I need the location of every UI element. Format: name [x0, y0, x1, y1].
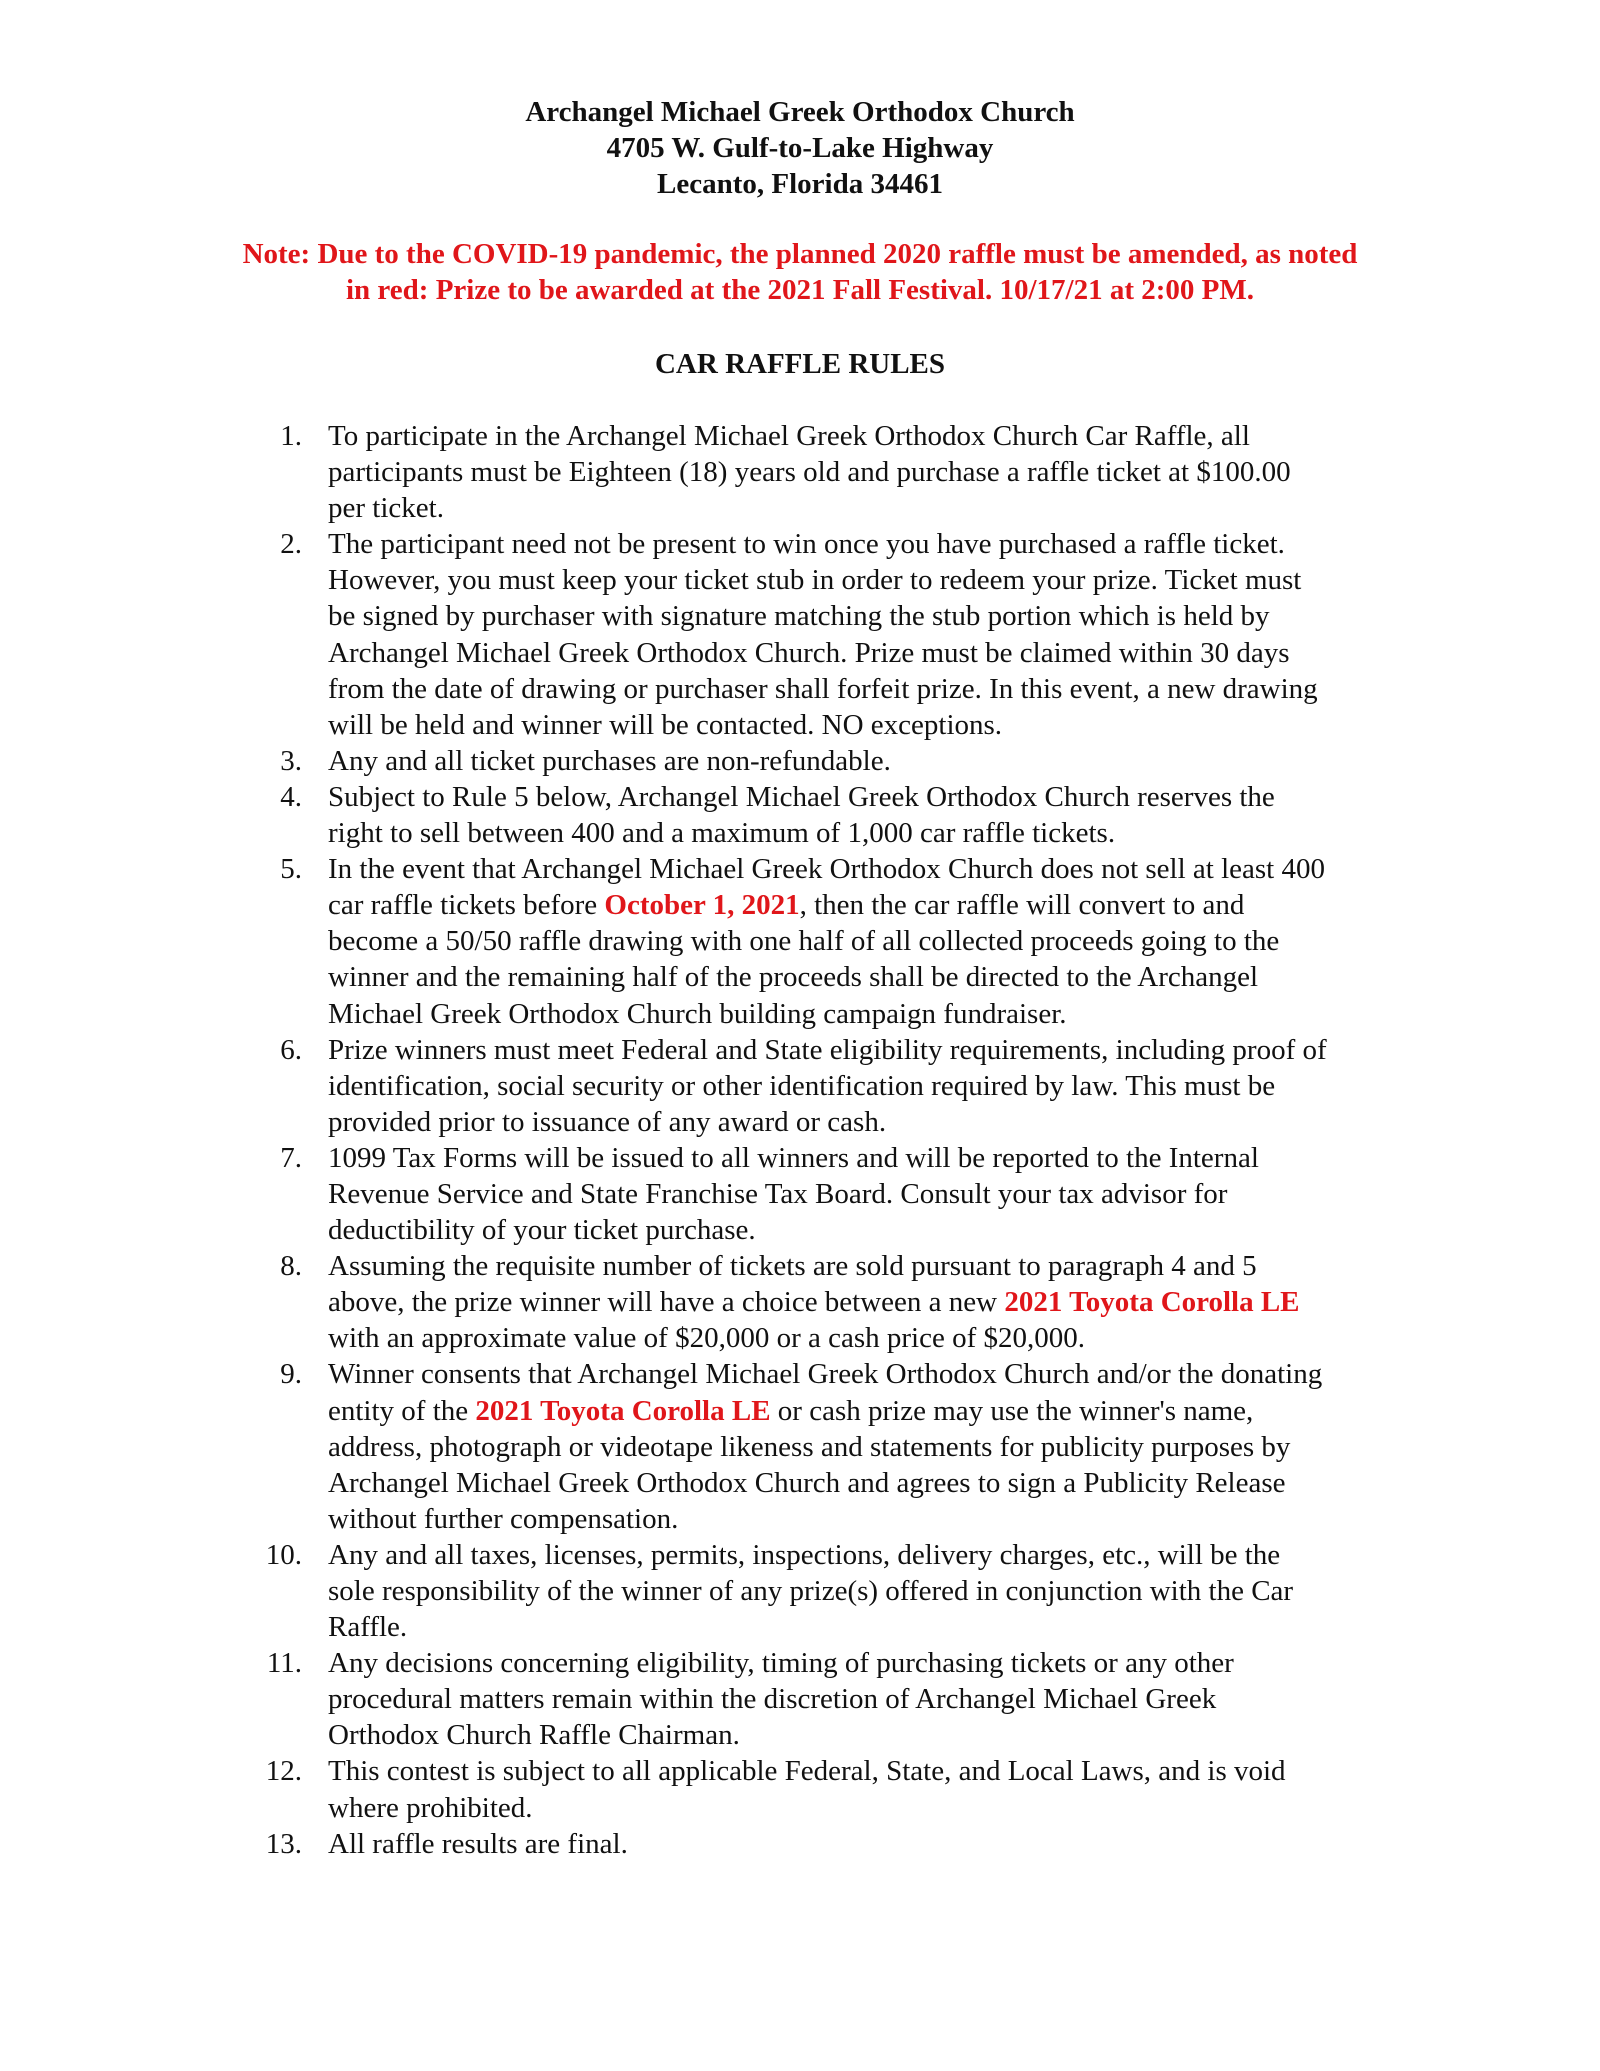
rule-text-line: This contest is subject to all applicable Federal, State, and Local Laws, and is void — [328, 1755, 1286, 1788]
rule-item-13 — [265, 1826, 1420, 1862]
rule-item-9 — [270, 1356, 1420, 1536]
rule-item-12 — [265, 1753, 1420, 1825]
rule-number: 13. — [265, 1827, 302, 1860]
rule-text-line: Any and all ticket purchases are non-refundable. — [328, 744, 891, 777]
rule-number: 11. — [266, 1647, 302, 1680]
rule-text-line: identification, social security or other identification required by law. This must be — [328, 1069, 1276, 1102]
rule-number: 2. — [280, 528, 302, 561]
rule-text-line: be signed by purchaser with signature matching the stub portion which is held by — [328, 600, 1270, 633]
rule-item-10 — [265, 1537, 1420, 1645]
rule-number: 9. — [280, 1358, 302, 1391]
rule-item-11 — [266, 1645, 1420, 1753]
rule-item-2 — [270, 526, 1420, 743]
rule-item-7 — [270, 1140, 1420, 1248]
rule-text-line: In the event that Archangel Michael Greek Orthodox Church does not sell at least 400 — [328, 853, 1325, 886]
rule-number: 10. — [265, 1538, 302, 1571]
rule-text-line: participants must be Eighteen (18) years old and purchase a raffle ticket at $100.00 — [328, 456, 1291, 489]
rule-text-line: winner and the remaining half of the proceeds shall be directed to the Archangel — [328, 961, 1259, 994]
rule-text-line: address, photograph or videotape likeness and statements for publicity purposes by — [328, 1430, 1291, 1463]
rule-text-line: from the date of drawing or purchaser shall forfeit prize. In this event, a new drawing — [328, 672, 1318, 705]
rule-number: 8. — [280, 1250, 302, 1283]
rule-item-4 — [270, 779, 1420, 851]
rule-text-segment: above, the prize winner will have a choice between a new — [328, 1286, 1005, 1319]
rule-text-line: Any and all taxes, licenses, permits, inspections, delivery charges, etc., will be the — [328, 1538, 1281, 1571]
rule-text-line: where prohibited. — [328, 1791, 533, 1824]
rule-text-line: Revenue Service and State Franchise Tax Board. Consult your tax advisor for — [328, 1177, 1228, 1210]
rule-text-segment: , then the car raffle will convert to and — [799, 889, 1245, 922]
rule-text-line — [328, 887, 1420, 923]
rule-number: 6. — [280, 1033, 302, 1066]
covid-note-line-2: in red: Prize to be awarded at the 2021 Fall Festival. 10/17/21 at 2:00 PM. — [346, 274, 1254, 306]
rule-item-5 — [270, 851, 1420, 1031]
highlighted-prize-car: 2021 Toyota Corolla LE — [1004, 1286, 1300, 1319]
covid-note — [150, 236, 1450, 308]
church-street-address: 4705 W. Gulf-to-Lake Highway — [606, 132, 994, 164]
rule-text-line: Winner consents that Archangel Michael Greek Orthodox Church and/or the donating — [328, 1358, 1323, 1391]
rule-text-line — [328, 1393, 1420, 1429]
rule-text-line: Raffle. — [328, 1611, 408, 1644]
rule-text-line: per ticket. — [328, 492, 444, 525]
highlighted-deadline-date: October 1, 2021 — [604, 889, 800, 922]
rule-text-line: sole responsibility of the winner of any prize(s) offered in conjunction with the Car — [328, 1575, 1294, 1607]
rule-number: 5. — [280, 853, 302, 886]
rule-text-line: become a 50/50 raffle drawing with one half of all collected proceeds going to the — [328, 925, 1280, 958]
rule-text-line: Any decisions concerning eligibility, timing of purchasing tickets or any other — [328, 1647, 1234, 1680]
rules-title: CAR RAFFLE RULES — [654, 348, 946, 380]
rule-item-6 — [270, 1032, 1420, 1140]
highlighted-prize-car: 2021 Toyota Corolla LE — [475, 1394, 771, 1427]
rule-number: 1. — [280, 420, 302, 452]
rule-text-line: To participate in the Archangel Michael Greek Orthodox Church Car Raffle, all — [328, 420, 1250, 452]
rule-text-line: Archangel Michael Greek Orthodox Church and agrees to sign a Publicity Release — [328, 1466, 1286, 1499]
church-city-state-zip: Lecanto, Florida 34461 — [657, 168, 943, 200]
rule-text-line: will be held and winner will be contacted. NO exceptions. — [328, 708, 1003, 741]
rule-text-line — [328, 1284, 1420, 1320]
rule-text-line: The participant need not be present to win once you have purchased a raffle ticket. — [328, 528, 1285, 561]
rule-text-line: without further compensation. — [328, 1502, 679, 1535]
rule-text-line: All raffle results are final. — [328, 1827, 628, 1860]
rule-number: 12. — [265, 1755, 302, 1788]
rule-text-line: Orthodox Church Raffle Chairman. — [328, 1719, 740, 1752]
rule-item-1 — [270, 418, 1420, 526]
covid-note-line-1: Note: Due to the COVID-19 pandemic, the planned 2020 raffle must be amended, as noted — [242, 238, 1358, 270]
rule-text-line: Archangel Michael Greek Orthodox Church. Prize must be claimed within 30 days — [328, 636, 1290, 669]
rule-text-line: Michael Greek Orthodox Church building campaign fundraiser. — [328, 997, 1067, 1030]
church-name: Archangel Michael Greek Orthodox Church — [525, 96, 1075, 128]
rule-text-line: Prize winners must meet Federal and State eligibility requirements, including proof of — [328, 1033, 1327, 1066]
rule-text-line: Assuming the requisite number of tickets are sold pursuant to paragraph 4 and 5 — [328, 1250, 1257, 1283]
rule-number: 3. — [280, 744, 302, 777]
rule-text-line: right to sell between 400 and a maximum of 1,000 car raffle tickets. — [328, 817, 1116, 850]
rule-number: 7. — [280, 1141, 302, 1174]
rule-text-segment: car raffle tickets before — [328, 889, 605, 922]
rule-text-line: Subject to Rule 5 below, Archangel Michael Greek Orthodox Church reserves the — [328, 780, 1275, 813]
rule-number: 4. — [280, 780, 302, 813]
rule-text-line: deductibility of your ticket purchase. — [328, 1214, 756, 1247]
rule-item-8 — [270, 1248, 1420, 1356]
rule-text-segment: entity of the — [328, 1394, 476, 1427]
rule-text-line: procedural matters remain within the discretion of Archangel Michael Greek — [328, 1683, 1217, 1716]
rule-item-3 — [270, 743, 1420, 779]
rules-list — [265, 418, 1420, 1862]
church-header — [0, 94, 1600, 202]
rule-text-segment: or cash prize may use the winner's name, — [770, 1394, 1254, 1427]
rule-text-line: 1099 Tax Forms will be issued to all winners and will be reported to the Internal — [328, 1141, 1259, 1174]
rule-text-line: However, you must keep your ticket stub in order to redeem your prize. Ticket must — [328, 564, 1302, 597]
rule-text-line: with an approximate value of $20,000 or a cash price of $20,000. — [328, 1322, 1086, 1355]
rule-text-line: provided prior to issuance of any award or cash. — [328, 1105, 887, 1138]
